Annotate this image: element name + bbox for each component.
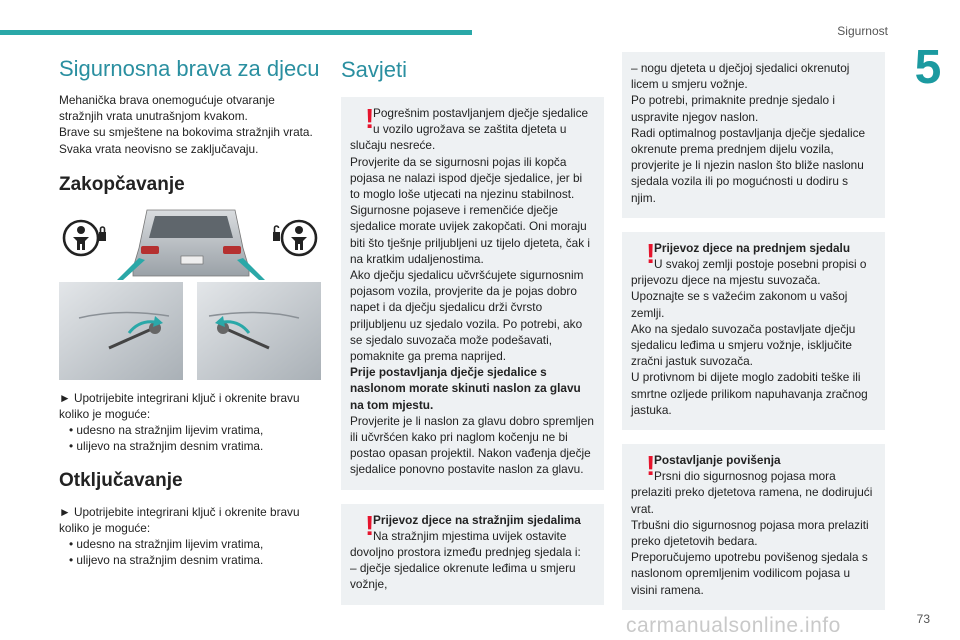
booster-paragraph: Preporučujemo upotrebu povišenog sjedala s naslonom opremljenim vodilicom pojasa u visini ramena. (631, 550, 868, 597)
front-seat-warning-box (622, 232, 885, 430)
advice-paragraph: Provjerite da se sigurnosni pojas ili kopča pojasa ne nalazi ispod dječje sjedalice, jer bi to moglo loše utjecati na njezinu stabilnost. (350, 154, 583, 202)
advice-warning-box (341, 97, 604, 490)
advice-line: Pogrešnim postavljanjem dječje sjedalice (373, 106, 589, 120)
booster-paragraph: Trbušni dio sigurnosnog pojasa mora prelaziti preko djetetovih bedara. (631, 517, 869, 549)
booster-warning-box (622, 444, 885, 610)
advice-title: Savjeti (341, 57, 408, 82)
warning-icon: ! (646, 237, 656, 269)
front-seat-paragraph: Ako na sjedalo suvozača postavljate dječju sjedalicu leđima u smjeru vožnje, isključite zračni jastuk suvozača. (631, 321, 856, 369)
child-lock-illustration (59, 208, 321, 380)
front-seat-paragraph: U svakoj zemlji postoje posebni propisi o prijevozu djece na mjestu suvozača. Upoznajte se s važećim zakonom u vašoj zemlji. (631, 257, 867, 320)
advice-headrest-note: Prije postavljanja dječje sjedalice s naslonom morate skinuti naslon za glavu na tom mjestu. (350, 365, 581, 412)
unlock-step: ► Upotrijebite integrirani ključ i okrenite bravu koliko je moguće: (59, 504, 300, 535)
warning-icon: ! (646, 450, 656, 482)
advice-line: u vozilo ugrožava se zaštita djeteta u slučaju nesreće. (350, 122, 567, 153)
front-seat-paragraph: U protivnom bi dijete moglo zadobiti teške ili smrtne ozljede prilikom napuhavanja zračnog jastuka. (631, 370, 868, 417)
unlock-bullet-right: • ulijevo na stražnjim desnim vratima. (69, 553, 264, 568)
lock-step: ► Upotrijebite integrirani ključ i okrenite bravu koliko je moguće: (59, 390, 300, 422)
advice-paragraph: Ako dječju sjedalicu učvršćujete sigurnosnim pojasom vozila, provjerite da je pojas dobro napet i da dječju sjedalicu drži čvrsto priljubljenu uz sjedalo vozila. Po potrebi, ako se sjedalo suvozača može podešavati, pomaknite ga prema naprijed. (350, 268, 584, 364)
child-lock-intro: Mehanička brava onemogućuje otvaranje stražnjih vrata unutrašnjom kvakom. (59, 93, 275, 124)
rear-seats-item: – nogu djeteta u dječjoj sjedalici okrenutoj licem u smjeru vožnje. (631, 61, 850, 92)
column-advice (341, 52, 604, 619)
unlock-bullet-left: • udesno na stražnjim lijevim vratima, (69, 537, 264, 552)
advice-paragraph: Provjerite je li naslon za glavu dobro spremljen ili učvršćen kako pri naglom kočenju ne bi postao opasan projektil. Nakon vađenja dječje sjedalice ponovno postavite naslon za glavu. (350, 413, 594, 477)
child-lock-intro-3: Svaka vrata neovisno se zaključavaju. (59, 141, 259, 156)
rear-seats-paragraph: Na stražnjim mjestima uvijek ostavite dovoljno prostora između prednjeg sjedala i: (350, 528, 581, 560)
booster-paragraph: Prsni dio sigurnosnog pojasa mora prelaziti preko djetetova ramena, ne dodirujući vrat. (631, 469, 873, 516)
watermark: carmanualsonline.info (626, 614, 841, 637)
section-title: Sigurnost (837, 24, 888, 38)
column-advice-continued (622, 52, 885, 624)
warning-icon: ! (365, 509, 375, 541)
child-lock-icon (61, 214, 109, 262)
lock-bullet-right: • ulijevo na stražnjim desnim vratima. (69, 439, 264, 454)
lock-bullet-left: • udesno na stražnjim lijevim vratima, (69, 423, 264, 438)
rear-seats-item: – dječje sjedalice okrenute leđima u smjeru vožnje, (350, 561, 576, 592)
booster-title: Postavljanje povišenja (654, 453, 781, 468)
rear-seats-title: Prijevoz djece na stražnjim sjedalima (373, 512, 581, 527)
rear-seats-warning-box (341, 504, 604, 605)
column-child-lock (59, 52, 321, 568)
advice-paragraph: Sigurnosne pojaseve i remenčiće dječje sjedalice morate uvijek zakopčati. Oni moraju biti što tješnje priljubljeni uz tijelo djeteta, čak i na kratkim udaljenostima. (350, 203, 590, 266)
rear-seats-paragraph: Radi optimalnog postavljanja dječje sjedalice okrenute prema prednjem dijelu vozila, provjerite je li njezin naslon što bliže naslonu sjedala vozila ili po mogućnosti u dodiru s njim. (631, 125, 866, 205)
chapter-number: 5 (896, 38, 960, 98)
lock-heading: Zakopčavanje (59, 173, 185, 195)
rear-seats-paragraph: Po potrebi, primaknite prednje sjedalo i uspravite njegov naslon. (631, 93, 835, 124)
child-lock-intro-2: Brave su smještene na bokovima stražnjih vrata. (59, 125, 313, 140)
unlock-heading: Otključavanje (59, 469, 183, 491)
warning-icon: ! (365, 103, 375, 134)
child-lock-title: Sigurnosna brava za djecu (59, 56, 320, 81)
front-seat-title: Prijevoz djece na prednjem sjedalu (654, 240, 851, 255)
child-unlock-icon (271, 214, 319, 262)
header-accent-bar (0, 30, 472, 35)
rear-seats-continued-box (622, 52, 885, 218)
page-number: 73 (916, 612, 930, 626)
